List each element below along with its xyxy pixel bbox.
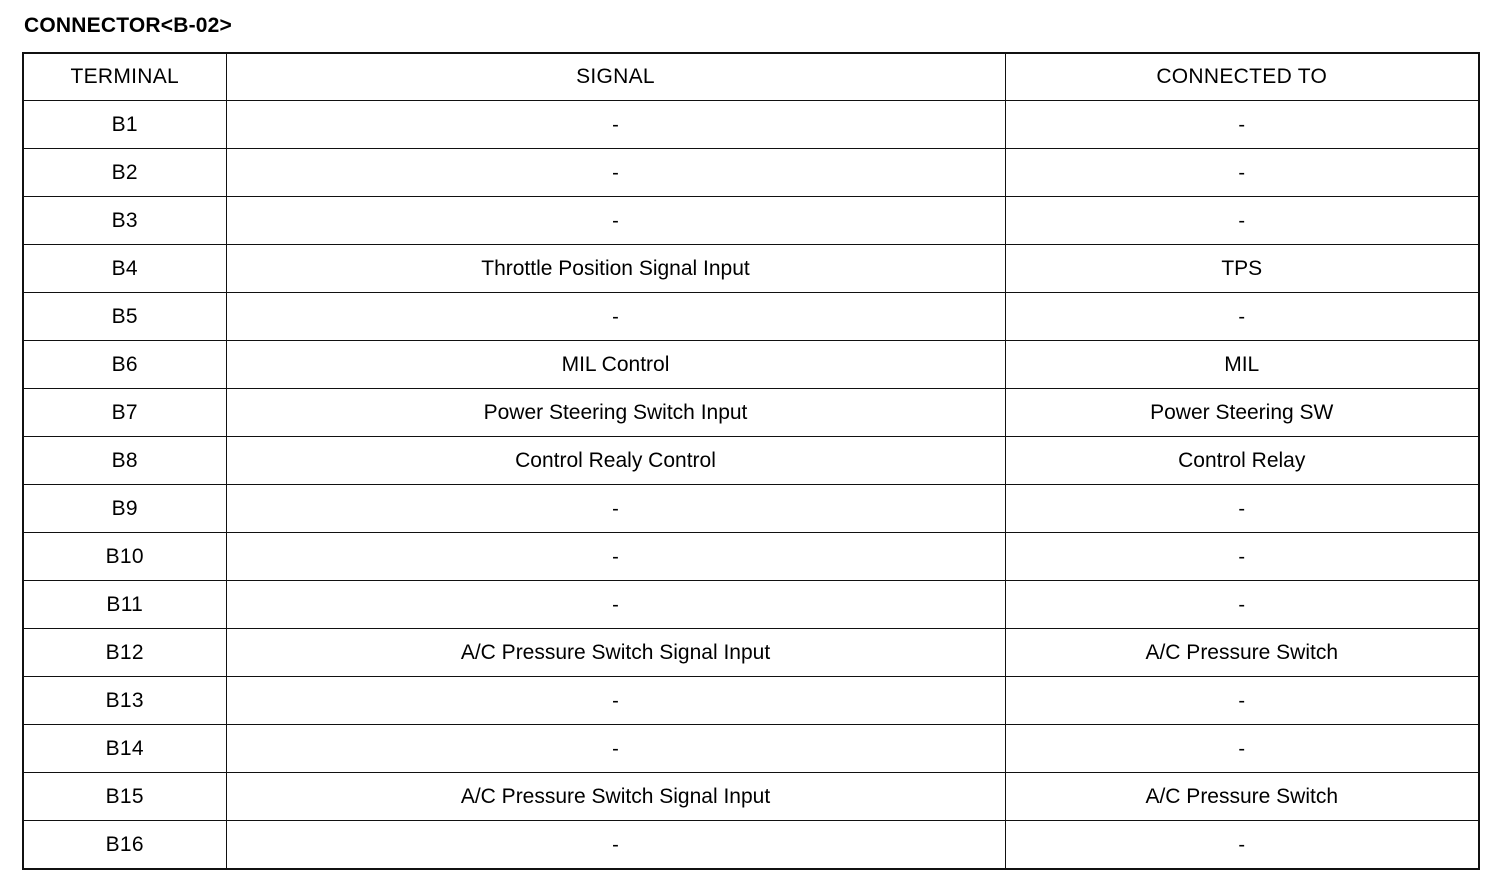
cell-connected-to: MIL	[1005, 341, 1479, 389]
table-header	[23, 53, 1479, 101]
cell-signal: -	[226, 101, 1005, 149]
column-header-signal: SIGNAL	[226, 53, 1005, 101]
cell-signal: -	[226, 149, 1005, 197]
cell-terminal: B8	[23, 437, 226, 485]
cell-terminal: B7	[23, 389, 226, 437]
cell-signal: -	[226, 725, 1005, 773]
table-row	[23, 197, 1479, 245]
cell-terminal: B14	[23, 725, 226, 773]
cell-signal: -	[226, 821, 1005, 870]
cell-signal: -	[226, 677, 1005, 725]
cell-connected-to: A/C Pressure Switch	[1005, 629, 1479, 677]
cell-signal: -	[226, 533, 1005, 581]
cell-connected-to: -	[1005, 677, 1479, 725]
table-row	[23, 149, 1479, 197]
table-row	[23, 485, 1479, 533]
cell-terminal: B12	[23, 629, 226, 677]
cell-connected-to: -	[1005, 149, 1479, 197]
cell-terminal: B13	[23, 677, 226, 725]
cell-terminal: B1	[23, 101, 226, 149]
cell-terminal: B2	[23, 149, 226, 197]
table-row	[23, 245, 1479, 293]
table-row	[23, 821, 1479, 870]
cell-signal: Throttle Position Signal Input	[226, 245, 1005, 293]
table-row	[23, 389, 1479, 437]
cell-connected-to: -	[1005, 485, 1479, 533]
table-row	[23, 581, 1479, 629]
cell-connected-to: -	[1005, 293, 1479, 341]
cell-terminal: B4	[23, 245, 226, 293]
table-row	[23, 677, 1479, 725]
cell-connected-to: TPS	[1005, 245, 1479, 293]
cell-terminal: B16	[23, 821, 226, 870]
cell-terminal: B11	[23, 581, 226, 629]
cell-signal: A/C Pressure Switch Signal Input	[226, 629, 1005, 677]
cell-connected-to: Control Relay	[1005, 437, 1479, 485]
cell-connected-to: -	[1005, 581, 1479, 629]
cell-connected-to: Power Steering SW	[1005, 389, 1479, 437]
cell-signal: Control Realy Control	[226, 437, 1005, 485]
cell-connected-to: -	[1005, 821, 1479, 870]
cell-terminal: B10	[23, 533, 226, 581]
cell-signal: -	[226, 293, 1005, 341]
cell-connected-to: -	[1005, 101, 1479, 149]
cell-terminal: B9	[23, 485, 226, 533]
table-row	[23, 773, 1479, 821]
table-row	[23, 101, 1479, 149]
table-row	[23, 629, 1479, 677]
cell-connected-to: -	[1005, 197, 1479, 245]
cell-terminal: B3	[23, 197, 226, 245]
cell-signal: -	[226, 485, 1005, 533]
column-header-terminal: TERMINAL	[23, 53, 226, 101]
cell-signal: -	[226, 581, 1005, 629]
cell-terminal: B6	[23, 341, 226, 389]
table-row	[23, 533, 1479, 581]
table-header-row	[23, 53, 1479, 101]
cell-connected-to: A/C Pressure Switch	[1005, 773, 1479, 821]
cell-signal: A/C Pressure Switch Signal Input	[226, 773, 1005, 821]
cell-terminal: B5	[23, 293, 226, 341]
table-row	[23, 725, 1479, 773]
table-row	[23, 437, 1479, 485]
page-title: CONNECTOR<B-02>	[24, 14, 232, 37]
column-header-connected-to: CONNECTED TO	[1005, 53, 1479, 101]
cell-connected-to: -	[1005, 725, 1479, 773]
table-row	[23, 341, 1479, 389]
table-body	[23, 101, 1479, 870]
cell-signal: -	[226, 197, 1005, 245]
cell-signal: MIL Control	[226, 341, 1005, 389]
cell-terminal: B15	[23, 773, 226, 821]
cell-connected-to: -	[1005, 533, 1479, 581]
table-row	[23, 293, 1479, 341]
connector-pinout-table	[22, 52, 1480, 870]
cell-signal: Power Steering Switch Input	[226, 389, 1005, 437]
